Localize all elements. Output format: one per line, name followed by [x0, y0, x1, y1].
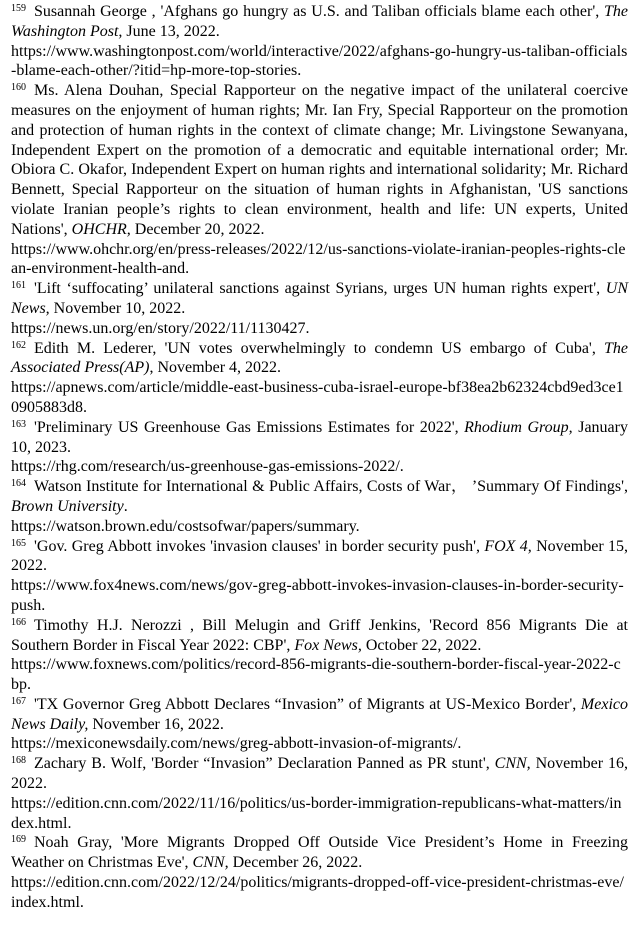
publication-name: Fox News, [294, 636, 362, 654]
footnote-number: 168 [11, 755, 26, 767]
footnote-url: https://www.fox4news.com/news/gov-greg-abbott-invokes-invasion-clauses-in-border-security-push. [11, 577, 624, 614]
footnote-url: https://www.washingtonpost.com/world/interactive/2022/afghans-go-hungry-us-taliban-officials-blame-each-other/?itid=hp-more-top-stories. [11, 42, 628, 80]
citation-text: November 16, 2022. [88, 715, 224, 733]
footnote-url: https://edition.cnn.com/2022/12/24/politics/migrants-dropped-off-vice-president-christmas-eve/index.html. [11, 874, 624, 911]
footnote-citation [11, 340, 628, 377]
publication-name: Brown University [11, 497, 124, 515]
footnote-url: https://watson.brown.edu/costsofwar/papers/summary. [11, 517, 360, 535]
publication-name: CNN, [494, 755, 531, 773]
footnote [11, 695, 628, 754]
citation-text: 'Lift ‘suffocating’ unilateral sanctions against Syrians, urges UN human rights expert', [34, 280, 606, 298]
footnote-number: 164 [11, 478, 26, 490]
citation-text: Ms. Alena Douhan, Special Rapporteur on the negative impact of the unilateral coercive measures on the enjoyment of human rights; Mr. Ian Fry, Special Rapporteur on the promotion and protection of human rights in the context of climate change; Mr. Livingstone Sewanyana, Independent Expert on the promotion of a democratic and equitable international order; Mr. Obiora C. Okafor, Independent Expert on human rights and international solidarity; Mr. Richard Bennett, Special Rapporteur on the situation of human rights in Afghanistan, 'US sanctions violate Iranian people’s rights to clean environment, health and life: UN experts, United Nations', [11, 82, 628, 238]
footnote-number: 161 [11, 280, 26, 292]
footnote [11, 339, 628, 418]
footnote [11, 477, 628, 536]
footnote-citation [11, 280, 628, 317]
footnote [11, 81, 628, 279]
footnote-url: https://apnews.com/article/middle-east-business-cuba-israel-europe-bf38ea2b62324cbd9ed3ce10905883d8. [11, 379, 624, 416]
publication-name: The Associated Press(AP) [11, 339, 628, 377]
publication-name: Mexico News Daily, [11, 695, 628, 733]
footnote [11, 616, 628, 695]
footnote-citation [11, 419, 628, 456]
citation-text: November 16, 2022. [11, 755, 629, 793]
footnote-citation [11, 538, 628, 575]
footnote-url: https://www.ohchr.org/en/press-releases/2022/12/us-sanctions-violate-iranian-peoples-rights-clean-environment-health-and. [11, 240, 626, 278]
footnote-number: 162 [11, 339, 26, 351]
footnote-number: 160 [11, 82, 26, 94]
footnote-citation [11, 478, 628, 515]
publication-name: The Washington Post, [11, 3, 628, 40]
footnote-number: 169 [11, 834, 26, 846]
citation-text: December 20, 2022. [130, 220, 265, 238]
publication-name: UN News, [11, 280, 628, 317]
citation-text: Zachary B. Wolf, 'Border “Invasion” Declaration Panned as PR stunt', [34, 755, 495, 773]
publication-name: OHCHR, [71, 220, 131, 238]
citation-text: June 13, 2022. [122, 22, 220, 40]
citation-text: Susannah George , 'Afghans go hungry as U.S. and Taliban officials blame each other', [34, 3, 604, 20]
publication-name: FOX 4, [484, 537, 532, 555]
footnote-url: https://news.un.org/en/story/2022/11/1130427. [11, 319, 310, 337]
footnote [11, 833, 628, 912]
footnote-url: https://rhg.com/research/us-greenhouse-gas-emissions-2022/. [11, 458, 404, 476]
footnote-number: 165 [11, 537, 26, 549]
footnote-url: https://www.foxnews.com/politics/record-856-migrants-die-southern-border-fiscal-year-2022-cbp. [11, 656, 621, 694]
citation-text: 'Preliminary US Greenhouse Gas Emissions Estimates for 2022', [34, 418, 465, 436]
footnote-citation [11, 3, 628, 40]
citation-text: Watson Institute for International & Public Affairs, Costs of War， ’Summary Of Findings', [34, 478, 628, 496]
footnote-number: 167 [11, 695, 26, 707]
footnote-number: 159 [11, 3, 26, 14]
footnote [11, 418, 628, 477]
footnote-citation [11, 82, 628, 238]
footnote-citation [11, 755, 628, 792]
publication-name: CNN, [192, 854, 229, 872]
citation-text: November 10, 2022. [49, 299, 186, 317]
citation-text: December 26, 2022. [228, 854, 363, 872]
citation-text: Noah Gray, 'More Migrants Dropped Off Outside Vice President’s Home in Freezing Weather on Christmas Eve', [11, 834, 628, 872]
footnote-number: 166 [11, 616, 26, 628]
citation-text: . [123, 497, 128, 515]
footnote-citation [11, 696, 628, 733]
citation-text: , November 4, 2022. [149, 359, 282, 377]
footnote [11, 279, 628, 338]
footnote [11, 2, 628, 81]
citation-text: Timothy H.J. Nerozzi , Bill Melugin and Griff Jenkins, 'Record 856 Migrants Die at Southern Border in Fiscal Year 2022: CBP', [11, 616, 628, 654]
publication-name: Rhodium Group, [464, 418, 573, 436]
footnote [11, 537, 628, 616]
footnote-number: 163 [11, 418, 26, 430]
citation-text: November 15, 2022. [11, 537, 629, 575]
footnote [11, 754, 628, 833]
footnote-citation [11, 834, 628, 871]
citation-text: 'Gov. Greg Abbott invokes 'invasion clauses' in border security push', [34, 537, 485, 555]
footnote-url: https://mexiconewsdaily.com/news/greg-abbott-invasion-of-migrants/. [11, 735, 462, 753]
footnote-citation [11, 617, 628, 654]
citation-text: October 22, 2022. [361, 636, 482, 654]
citation-text: 'TX Governor Greg Abbott Declares “Invasion” of Migrants at US-Mexico Border', [34, 695, 581, 713]
citation-text: Edith M. Lederer, 'UN votes overwhelmingly to condemn US embargo of Cuba', [34, 339, 604, 357]
citation-text: January 10, 2023. [11, 418, 628, 456]
footnote-url: https://edition.cnn.com/2022/11/16/politics/us-border-immigration-republicans-what-matters/index.html. [11, 794, 622, 832]
